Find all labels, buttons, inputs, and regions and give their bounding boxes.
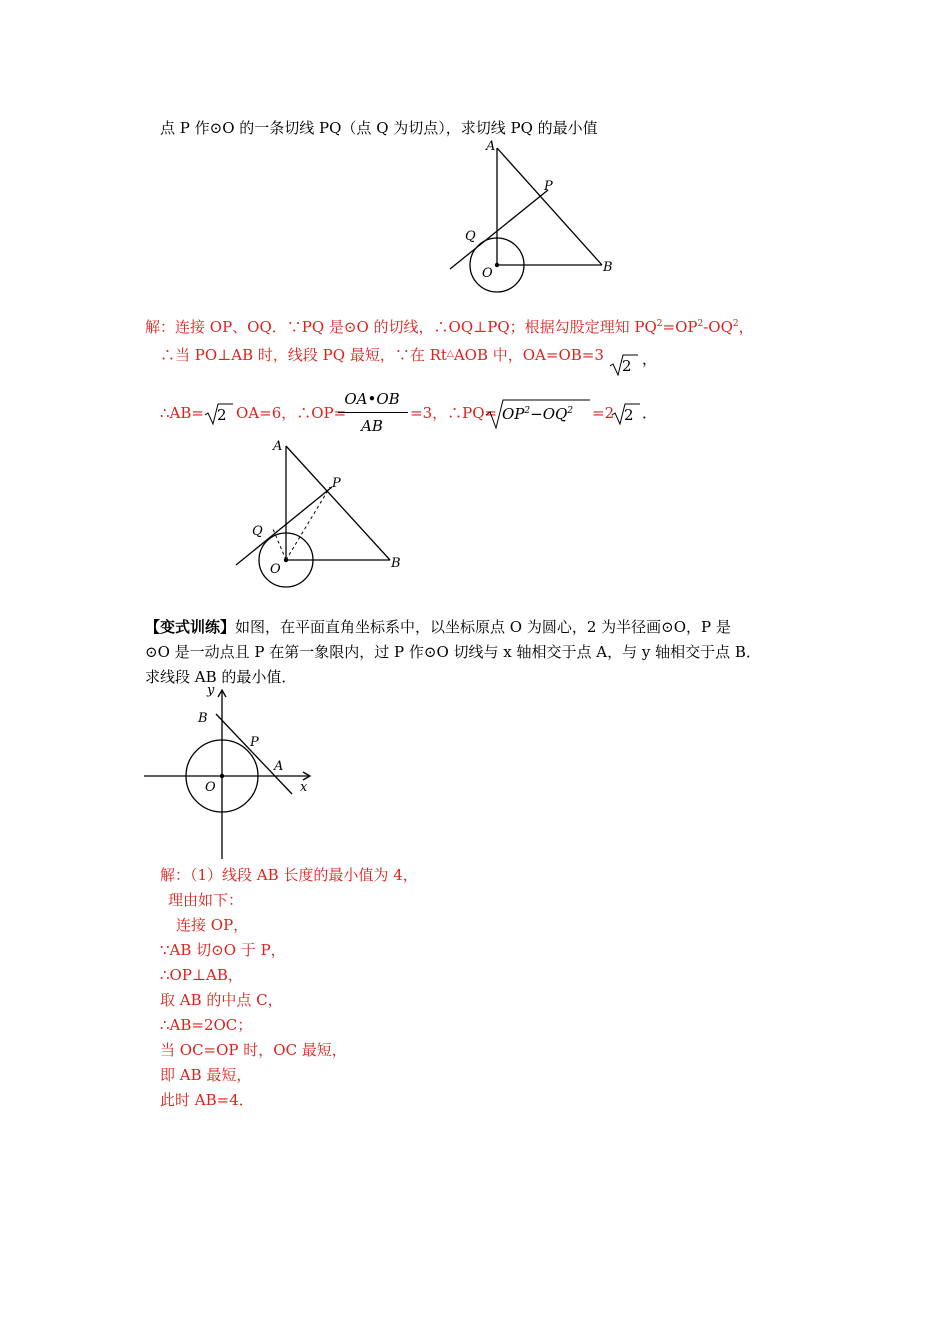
dashed-op [286, 487, 330, 560]
label-p: P [544, 179, 553, 194]
fraction-denominator: AB [361, 417, 383, 435]
eq-op: =OP [662, 318, 698, 336]
sup-pq-squared: 2 [656, 319, 663, 329]
variant-line2: ⊙O 是一动点且 P 在第一象限内，过 P 作⊙O 切线与 x 轴相交于点 A，与 y 轴相交于点 B． [145, 643, 761, 661]
solution1-line3-c: =3，∴PQ= [410, 404, 498, 422]
solution2-line-9: 即 AB 最短， [160, 1066, 252, 1084]
variant-line1-text: 如图，在平面直角坐标系中，以坐标原点 O 为圆心，2 为半径画⊙O，P 是 [235, 618, 731, 636]
line2-comma: ， [642, 350, 658, 368]
label-p: P [332, 476, 341, 491]
label-b: B [198, 711, 208, 726]
center-point-o [495, 263, 499, 267]
label-o: O [270, 562, 281, 577]
solution1-line2-text: ∴当 PO⊥AB 时，线段 PQ 最短，∵在 Rt [160, 346, 447, 364]
label-a: A [486, 139, 496, 154]
tangent-line-pq [236, 487, 332, 565]
label-a: A [273, 439, 283, 454]
variant-line3: 求线段 AB 的最小值． [145, 668, 297, 686]
solution1-line3-b: OA=6，∴OP= [236, 404, 347, 422]
solution2-line-8: 当 OC=OP 时，OC 最短， [160, 1041, 347, 1059]
sqrt-radicand-1: 2 [622, 357, 632, 375]
sup-op-squared: 2 [697, 319, 704, 329]
solution2-line-5: ∴OP⊥AB， [160, 966, 243, 984]
fraction-bar [338, 412, 408, 413]
label-o: O [482, 266, 493, 281]
segment-ab [286, 446, 390, 560]
variant-line1 [145, 617, 731, 637]
comma: ， [738, 318, 754, 336]
radicand-oq: −OQ [530, 405, 568, 423]
sqrt-radicand-2: 2 [217, 406, 227, 424]
figure-triangle-circle-2 [228, 436, 418, 594]
figure-coordinate-circle [142, 684, 322, 862]
label-o: O [205, 780, 216, 795]
sup-oq-squared: 2 [732, 319, 739, 329]
segment-ab [497, 148, 602, 265]
radicand-op-sup: 2 [524, 406, 531, 416]
solution1-line1 [145, 317, 754, 337]
variant-tag: 【变式训练】 [145, 618, 236, 636]
solution2-line-3: 连接 OP， [176, 916, 249, 934]
solution1-line1-text: 解：连接 OP、OQ．∵PQ 是⊙O 的切线，∴OQ⊥PQ；根据勾股定理知 PQ [145, 318, 657, 336]
line3-period: ． [642, 404, 658, 422]
sqrt-radicand-4: 2 [624, 406, 634, 424]
radicand-pq [502, 404, 573, 424]
label-b: B [603, 260, 613, 275]
label-p: P [250, 735, 259, 750]
solution1-line3-a: ∴AB= [160, 404, 204, 422]
problem-statement: 点 P 作⊙O 的一条切线 PQ（点 Q 为切点），求切线 PQ 的最小值 [160, 119, 598, 137]
solution2-line-2: 理由如下： [168, 891, 244, 909]
center-point-o [220, 774, 224, 778]
solution1-line2-text-b: AOB 中，OA=OB=3 [453, 346, 604, 364]
solution1-line3-d: =2 [592, 404, 615, 422]
fraction-numerator: OA•OB [344, 390, 400, 408]
radicand-oq-sup: 2 [567, 406, 574, 416]
label-a: A [274, 759, 284, 774]
solution2-line-1: 解：（1）线段 AB 长度的最小值为 4， [160, 866, 418, 884]
center-point-o [284, 558, 288, 562]
solution2-line-10: 此时 AB=4． [160, 1091, 254, 1109]
triangle-symbol: △ [446, 349, 454, 359]
figure-triangle-circle-1 [440, 138, 630, 298]
label-y: y [207, 683, 215, 698]
radicand-op: OP [502, 405, 525, 423]
tangent-line-ab [216, 714, 292, 794]
label-b: B [391, 556, 401, 571]
solution2-line-7: ∴AB=2OC； [160, 1016, 253, 1034]
label-x: x [300, 780, 308, 795]
label-q: Q [465, 229, 476, 244]
solution2-line-4: ∵AB 切⊙O 于 P， [160, 941, 286, 959]
eq-oq: -OQ [703, 318, 733, 336]
solution1-line2 [160, 344, 604, 365]
label-q: Q [252, 524, 263, 539]
solution2-line-6: 取 AB 的中点 C， [160, 991, 283, 1009]
